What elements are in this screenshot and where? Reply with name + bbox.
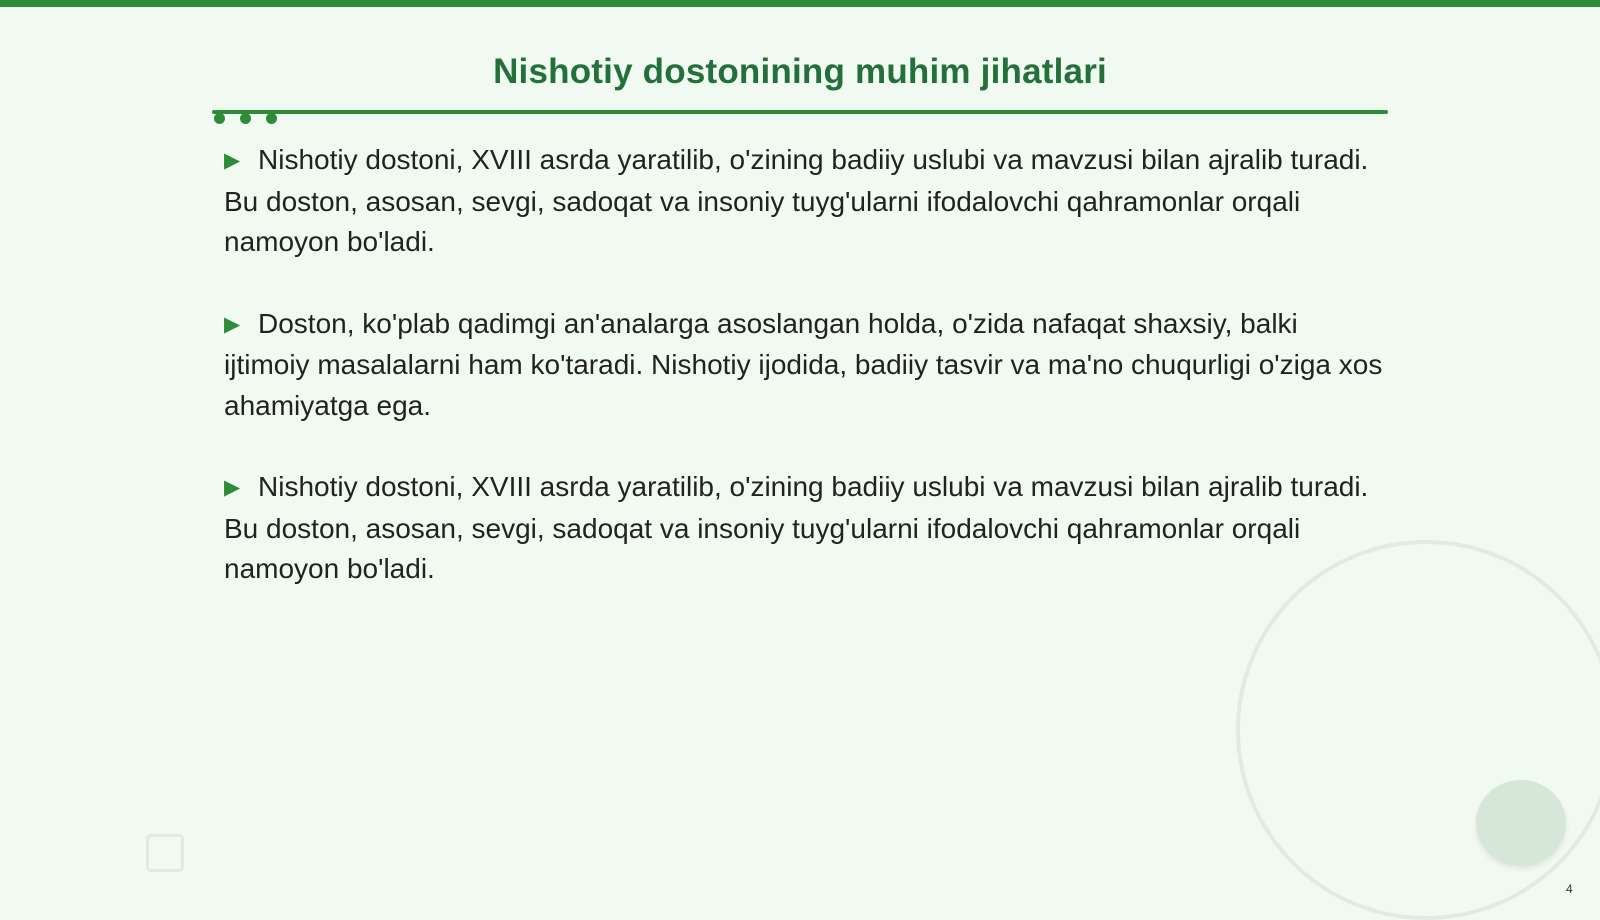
triangle-bullet-icon: ▶ <box>224 476 241 499</box>
decor-dot <box>240 113 251 124</box>
bullet-item <box>224 304 1384 427</box>
bullet-list <box>224 140 1384 631</box>
decor-dot <box>214 113 225 124</box>
top-accent-bar <box>0 0 1600 7</box>
bullet-item <box>224 467 1384 590</box>
title-underline <box>212 110 1388 114</box>
triangle-bullet-icon: ▶ <box>224 312 241 336</box>
bullet-text: Nishotiy dostoni, XVIII asrda yaratilib, o'zining badiiy uslubi va mavzusi bilan ajralib turadi. Bu doston, asosan, sevgi, sadoqat va insoniy tuyg'ularni ifodalovchi qahramonlar orqali namoyon bo'ladi. <box>224 471 1369 584</box>
bullet-text: Doston, ko'plab qadimgi an'analarga asoslangan holda, o'zida nafaqat shaxsiy, balki ijtimoiy masalalarni ham ko'taradi. Nishotiy ijodida, badiiy tasvir va ma'no chuqurligi o'ziga xos ahamiyatga ega. <box>224 307 1383 421</box>
slide-title: Nishotiy dostonining muhim jihatlari <box>493 52 1107 91</box>
decor-dot <box>266 113 277 124</box>
page-number: 4 <box>1566 882 1573 896</box>
decor-square <box>146 834 184 872</box>
bullet-item <box>224 140 1384 263</box>
decor-circle <box>1476 780 1566 866</box>
bullet-text: Nishotiy dostoni, XVIII asrda yaratilib, o'zining badiiy uslubi va mavzusi bilan ajralib turadi. Bu doston, asosan, sevgi, sadoqat va insoniy tuyg'ularni ifodalovchi qahramonlar orqali namoyon bo'ladi. <box>224 144 1369 257</box>
decor-ring <box>1236 540 1600 920</box>
triangle-bullet-icon: ▶ <box>224 149 241 172</box>
